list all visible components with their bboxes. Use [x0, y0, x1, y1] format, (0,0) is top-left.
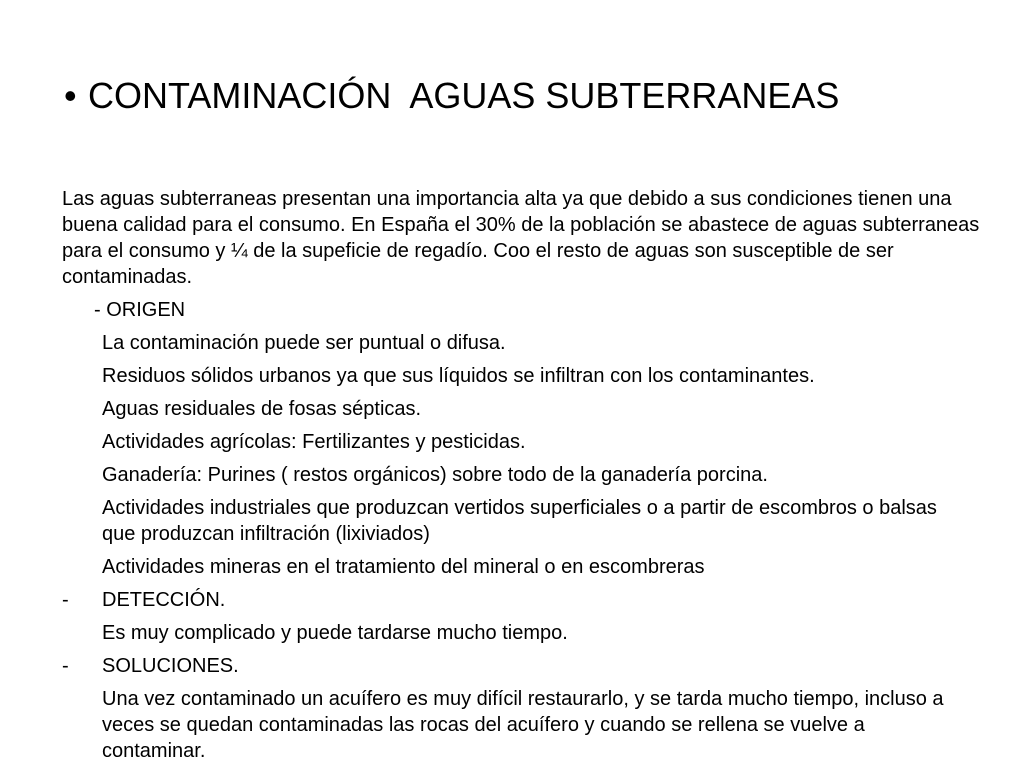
title-text: CONTAMINACIÓN AGUAS SUBTERRANEAS — [88, 75, 840, 116]
solutions-heading: SOLUCIONES. — [102, 655, 239, 677]
origin-item: Actividades agrícolas: Fertilizantes y pesticidas. — [102, 431, 526, 453]
detection-section — [62, 587, 982, 613]
origin-heading: - ORIGEN — [94, 299, 186, 321]
title-bullet: • — [64, 75, 77, 116]
origin-item: Ganadería: Purines ( restos orgánicos) sobre todo de la ganadería porcina. — [102, 464, 768, 486]
origin-item: Aguas residuales de fosas sépticas. — [102, 398, 422, 420]
solutions-dash: - — [62, 655, 69, 677]
slide-body — [62, 186, 982, 764]
solutions-section — [62, 653, 982, 679]
detection-dash: - — [62, 589, 69, 611]
detection-text: Es muy complicado y puede tardarse mucho tiempo. — [102, 622, 568, 644]
origin-item: Residuos sólidos urbanos ya que sus líquidos se infiltran con los contaminantes. — [102, 365, 815, 387]
detection-heading: DETECCIÓN. — [102, 589, 226, 611]
solutions-text: Una vez contaminado un acuífero es muy difícil restaurarlo, y se tarda mucho tiempo, incluso a veces se quedan contaminadas las rocas del acuífero y cuando se rellena se vuelve a contaminar. — [102, 688, 944, 762]
origin-item: La contaminación puede ser puntual o difusa. — [102, 332, 506, 354]
slide-title — [64, 72, 839, 120]
origin-item: Actividades industriales que produzcan vertidos superficiales o a partir de escombros o balsas que produzcan infiltración (lixiviados) — [102, 497, 937, 545]
origin-item: Actividades mineras en el tratamiento del mineral o en escombreras — [102, 556, 705, 578]
intro-paragraph: Las aguas subterraneas presentan una importancia alta ya que debido a sus condiciones tienen una buena calidad para el consumo. En España el 30% de la población se abastece de aguas subterraneas para el consumo y ¼ de la supeficie de regadío. Coo el resto de aguas son susceptible de ser contaminadas. — [62, 188, 980, 288]
